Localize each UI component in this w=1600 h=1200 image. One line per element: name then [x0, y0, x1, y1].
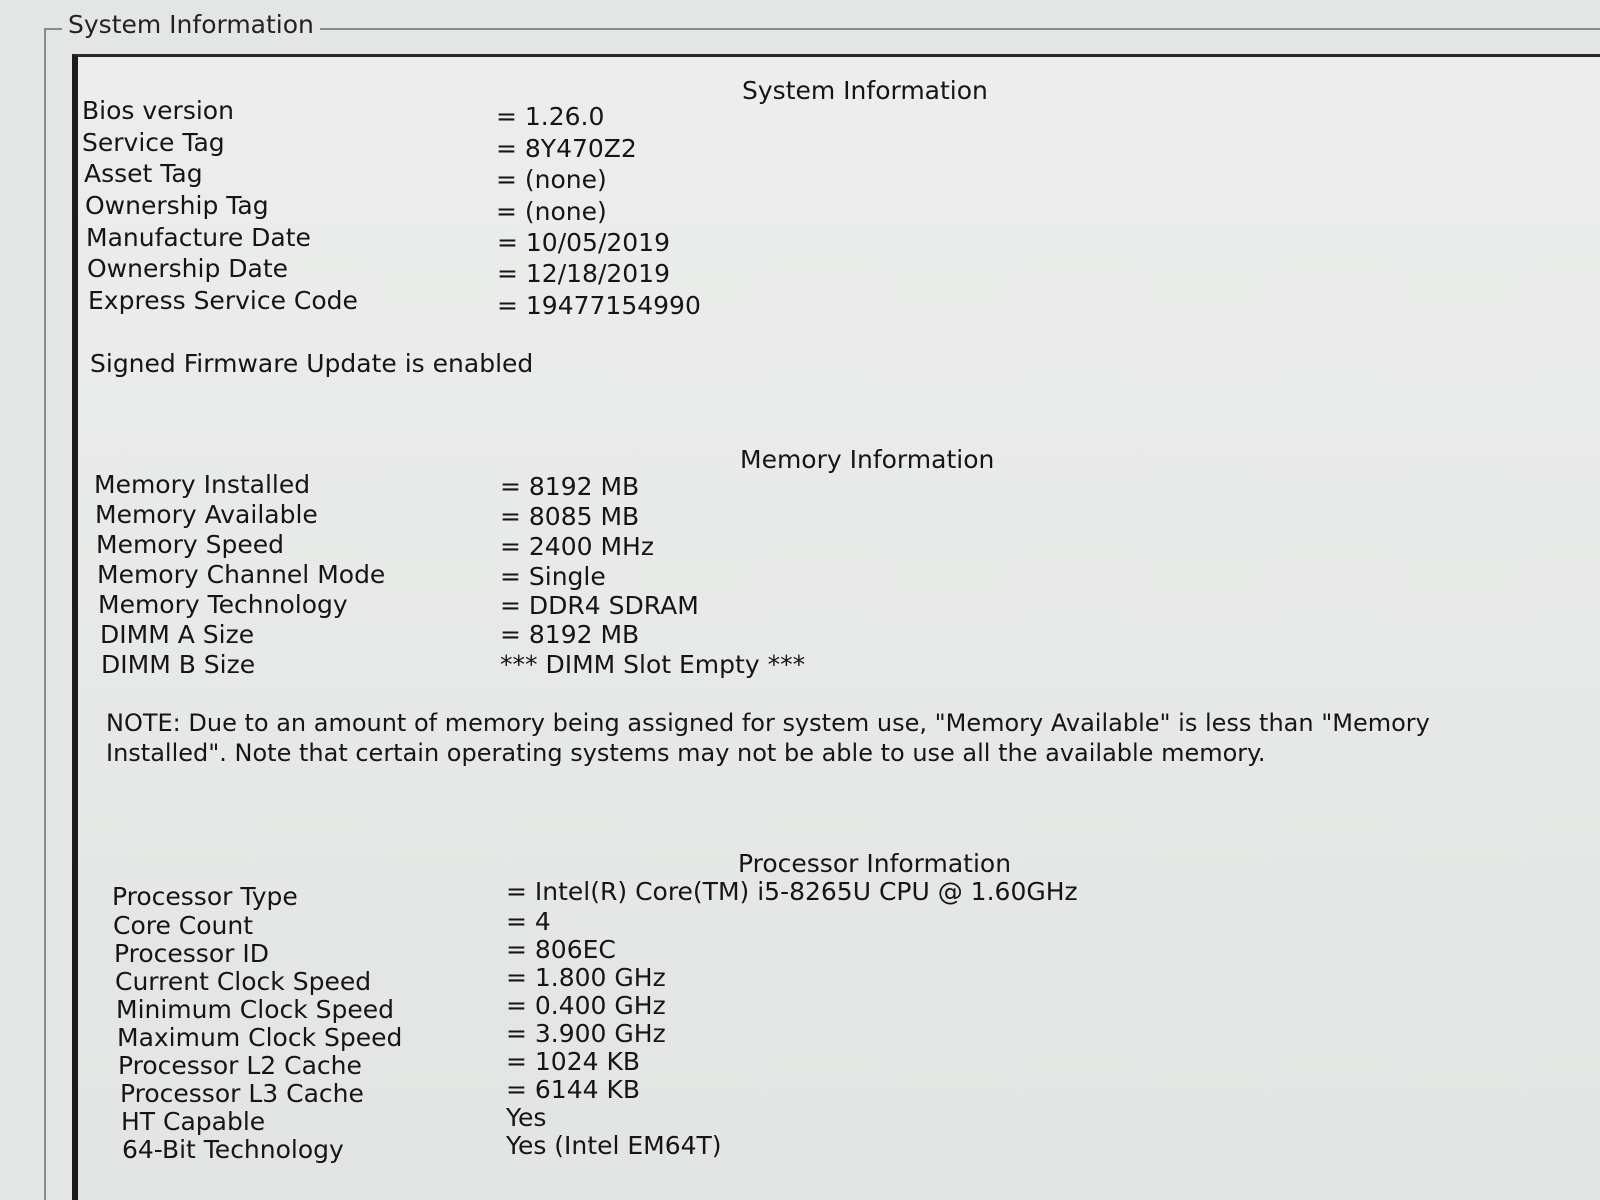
service-tag-label: Service Tag	[82, 128, 225, 157]
memory-speed-value: = 2400 MHz	[500, 532, 654, 561]
signed-firmware-status: Signed Firmware Update is enabled	[90, 349, 534, 378]
ownership-date-label: Ownership Date	[87, 254, 289, 283]
core-count-value: = 4	[506, 907, 551, 936]
manufacture-date-label: Manufacture Date	[86, 223, 311, 252]
ownership-tag-label: Ownership Tag	[85, 191, 269, 220]
dimm-b-size-label: DIMM B Size	[101, 650, 256, 679]
processor-l2-cache-value: = 1024 KB	[506, 1047, 641, 1076]
system-information-heading: System Information	[742, 76, 988, 105]
minimum-clock-speed-label: Minimum Clock Speed	[116, 995, 395, 1024]
asset-tag-value: = (none)	[496, 165, 607, 194]
express-service-code-label: Express Service Code	[88, 286, 358, 315]
processor-type-value: = Intel(R) Core(TM) i5-8265U CPU @ 1.60GHz	[506, 877, 1078, 906]
64-bit-technology-label: 64-Bit Technology	[122, 1135, 344, 1164]
processor-information-heading: Processor Information	[738, 849, 1012, 878]
ht-capable-value: Yes	[506, 1103, 547, 1132]
processor-id-value: = 806EC	[506, 935, 616, 964]
memory-available-label: Memory Available	[95, 500, 318, 529]
memory-note: NOTE: Due to an amount of memory being assigned for system use, "Memory Available" is less than "Memory Installed". Note that certain operating systems may not be able to use all the available memory.	[106, 709, 1430, 767]
memory-available-value: = 8085 MB	[500, 502, 640, 531]
asset-tag-label: Asset Tag	[84, 159, 203, 188]
memory-installed-value: = 8192 MB	[500, 472, 640, 501]
64-bit-technology-value: Yes (Intel EM64T)	[506, 1131, 722, 1160]
ownership-tag-value: = (none)	[496, 197, 607, 226]
current-clock-speed-label: Current Clock Speed	[115, 967, 372, 996]
memory-technology-label: Memory Technology	[98, 590, 348, 619]
memory-installed-label: Memory Installed	[94, 470, 311, 499]
groupbox-title: System Information	[62, 10, 320, 39]
dimm-a-size-value: = 8192 MB	[500, 620, 640, 649]
express-service-code-value: = 19477154990	[497, 291, 701, 320]
memory-channel-mode-value: = Single	[500, 562, 606, 591]
minimum-clock-speed-value: = 0.400 GHz	[506, 991, 666, 1020]
memory-technology-value: = DDR4 SDRAM	[500, 591, 699, 620]
processor-type-label: Processor Type	[112, 882, 298, 911]
processor-l3-cache-label: Processor L3 Cache	[120, 1079, 364, 1108]
maximum-clock-speed-value: = 3.900 GHz	[506, 1019, 666, 1048]
ht-capable-label: HT Capable	[121, 1107, 266, 1136]
memory-information-heading: Memory Information	[740, 445, 995, 474]
manufacture-date-value: = 10/05/2019	[497, 228, 670, 257]
maximum-clock-speed-label: Maximum Clock Speed	[117, 1023, 403, 1052]
memory-channel-mode-label: Memory Channel Mode	[97, 560, 386, 589]
ownership-date-value: = 12/18/2019	[497, 259, 670, 288]
current-clock-speed-value: = 1.800 GHz	[506, 963, 666, 992]
memory-speed-label: Memory Speed	[96, 530, 284, 559]
core-count-label: Core Count	[113, 911, 254, 940]
processor-id-label: Processor ID	[114, 939, 269, 968]
bios-version-label: Bios version	[82, 96, 234, 125]
dimm-b-size-value: *** DIMM Slot Empty ***	[500, 650, 806, 679]
bios-version-value: = 1.26.0	[496, 102, 605, 131]
service-tag-value: = 8Y470Z2	[496, 134, 637, 163]
processor-l2-cache-label: Processor L2 Cache	[118, 1051, 362, 1080]
dimm-a-size-label: DIMM A Size	[100, 620, 255, 649]
processor-l3-cache-value: = 6144 KB	[506, 1075, 641, 1104]
